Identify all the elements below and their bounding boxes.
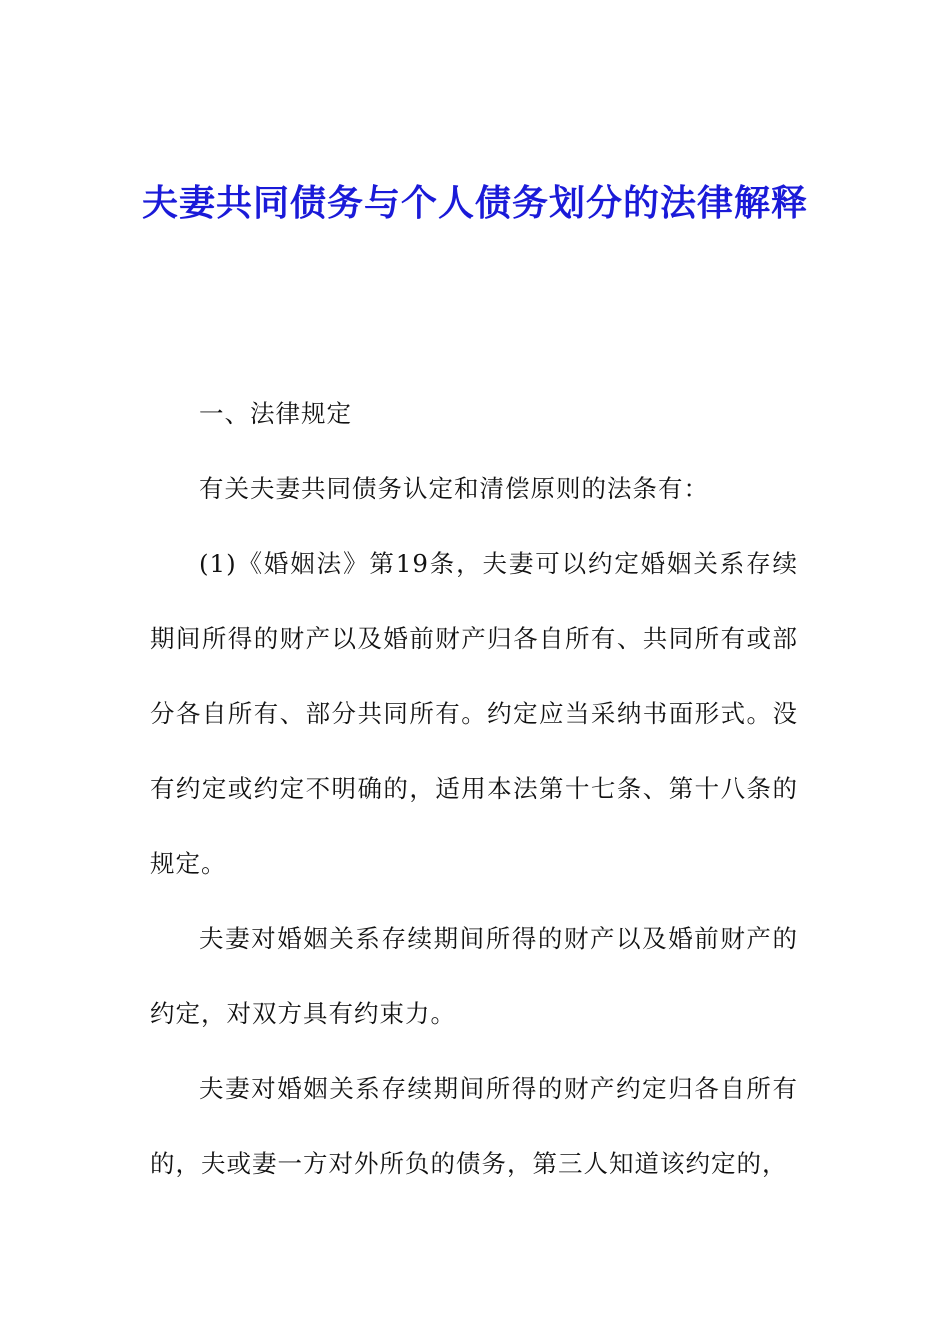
- body-paragraph: (1)《婚姻法》第19条，夫妻可以约定婚姻关系存续期间所得的财产以及婚前财产归各自所有、共同所有或部分各自所有、部分共同所有。约定应当采纳书面形式。没有约定或约定不明确的，适用本法第十七条、第十八条的规定。: [150, 549, 798, 878]
- body-paragraph: 夫妻对婚姻关系存续期间所得的财产以及婚前财产的约定，对双方具有约束力。: [150, 924, 798, 1028]
- document-body: [150, 376, 798, 1201]
- section-heading: 一、法律规定: [199, 399, 352, 428]
- body-paragraph: 夫妻对婚姻关系存续期间所得的财产约定归各自所有的，夫或妻一方对外所负的债务，第三人知道该约定的，: [150, 1074, 798, 1178]
- document-title: 夫妻共同债务与个人债务划分的法律解释: [141, 182, 808, 224]
- body-paragraph: 有关夫妻共同债务认定和清偿原则的法条有：: [199, 474, 709, 503]
